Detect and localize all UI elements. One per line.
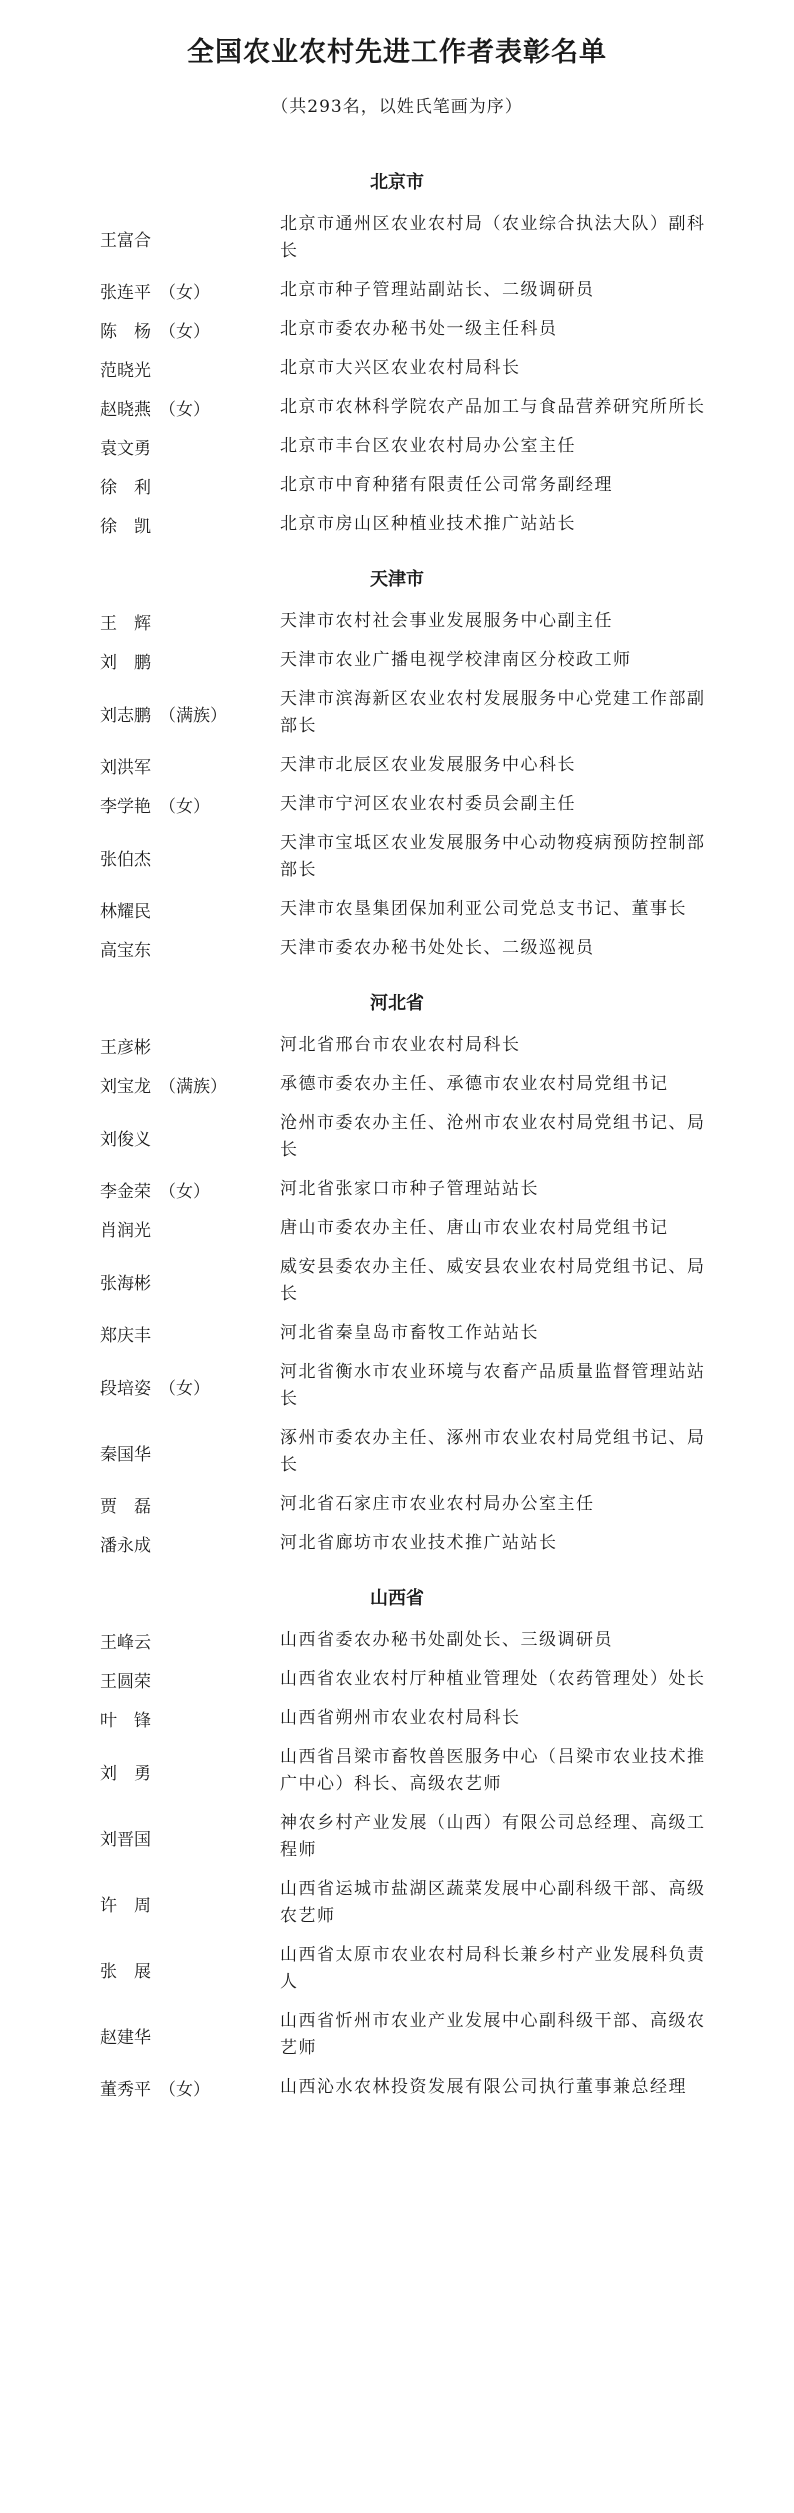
awardee-note: （女） <box>159 1182 210 1202</box>
awardee-list <box>0 166 794 2126</box>
awardee-note: （女） <box>159 400 210 420</box>
awardee-entry <box>0 747 794 784</box>
awardee-name: 袁文勇 <box>100 439 151 459</box>
awardee-name-cell <box>0 1440 280 1465</box>
awardee-entry <box>0 428 794 465</box>
awardee-position: 涿州市委农办主任、涿州市农业农村局党组书记、局长 <box>280 1428 706 1475</box>
awardee-name: 刘洪军 <box>100 758 151 778</box>
awardee-name-cell <box>0 1216 280 1241</box>
awardee-note: （女） <box>159 2080 210 2100</box>
awardee-name: 陈 杨 <box>100 322 151 342</box>
awardee-position: 神农乡村产业发展（山西）有限公司总经理、高级工程师 <box>280 1813 706 1860</box>
awardee-name: 王彦彬 <box>100 1038 151 1058</box>
awardee-position: 河北省邢台市农业农村局科长 <box>280 1035 521 1055</box>
awardee-entry <box>0 1871 794 1935</box>
awardee-name-cell <box>0 1825 280 1850</box>
region-section <box>0 987 794 1562</box>
awardee-entry <box>0 1739 794 1803</box>
awardee-name-cell <box>0 2075 280 2100</box>
awardee-position: 天津市宝坻区农业发展服务中心动物疫病预防控制部部长 <box>280 833 706 880</box>
awardee-position: 天津市委农办秘书处处长、二级巡视员 <box>280 938 595 958</box>
awardee-name: 王富合 <box>100 230 151 251</box>
awardee-position: 唐山市委农办主任、唐山市农业农村局党组书记 <box>280 1218 669 1238</box>
awardee-name: 刘宝龙 <box>100 1077 151 1097</box>
awardee-position: 天津市农垦集团保加利亚公司党总支书记、董事长 <box>280 899 687 919</box>
region-section <box>0 1582 794 2106</box>
page-subtitle: （共293名，以姓氏笔画为序） <box>271 97 523 117</box>
awardee-entry <box>0 1105 794 1169</box>
awardee-name: 郑庆丰 <box>100 1326 151 1346</box>
awardee-name-cell <box>0 1706 280 1731</box>
awardee-position: 北京市丰台区农业农村局办公室主任 <box>280 436 576 456</box>
awardee-name: 刘晋国 <box>100 1829 151 1850</box>
awardee-name-cell <box>0 512 280 537</box>
awardee-name-cell <box>0 1759 280 1784</box>
awardee-name-cell <box>0 648 280 673</box>
awardee-note: （女） <box>159 1378 210 1399</box>
awardee-entry <box>0 1354 794 1418</box>
awardee-name-cell <box>0 1531 280 1556</box>
awardee-name: 叶 锋 <box>100 1711 151 1731</box>
awardee-name-cell <box>0 1177 280 1202</box>
awardee-name: 刘 鹏 <box>100 653 151 673</box>
awardee-position: 河北省秦皇岛市畜牧工作站站长 <box>280 1323 539 1343</box>
awardee-name: 范晓光 <box>100 361 151 381</box>
awardee-position: 河北省衡水市农业环境与农畜产品质量监督管理站站长 <box>280 1362 706 1409</box>
awardee-position: 山西省委农办秘书处副处长、三级调研员 <box>280 1630 613 1650</box>
awardee-position: 北京市农林科学院农产品加工与食品营养研究所所长 <box>280 397 706 417</box>
awardee-entry <box>0 1315 794 1352</box>
region-heading: 河北省 <box>370 993 424 1014</box>
awardee-name: 徐 利 <box>100 478 151 498</box>
awardee-entry <box>0 1486 794 1523</box>
awardee-name-cell <box>0 1125 280 1150</box>
awardee-entry <box>0 389 794 426</box>
awardee-name-cell <box>0 1957 280 1982</box>
awardee-entry <box>0 467 794 504</box>
region-heading: 北京市 <box>370 172 424 193</box>
awardee-note: （满族） <box>159 705 227 726</box>
awardee-name-cell <box>0 356 280 381</box>
awardee-name-cell <box>0 609 280 634</box>
awardee-entry <box>0 206 794 270</box>
awardee-position: 威安县委农办主任、威安县农业农村局党组书记、局长 <box>280 1257 706 1304</box>
awardee-name: 许 周 <box>100 1895 151 1916</box>
awardee-position: 山西省朔州市农业农村局科长 <box>280 1708 521 1728</box>
awardee-name-cell <box>0 317 280 342</box>
awardee-name-cell <box>0 701 280 726</box>
awardee-name-cell <box>0 434 280 459</box>
awardee-position: 北京市大兴区农业农村局科长 <box>280 358 521 378</box>
awardee-name-cell <box>0 1492 280 1517</box>
awardee-position: 承德市委农办主任、承德市农业农村局党组书记 <box>280 1074 669 1094</box>
awardee-name-cell <box>0 1667 280 1692</box>
awardee-entry <box>0 2069 794 2106</box>
awardee-entry <box>0 603 794 640</box>
awardee-entry <box>0 311 794 348</box>
awardee-name: 段培姿 <box>100 1378 151 1399</box>
awardee-name-cell <box>0 2023 280 2048</box>
awardee-name-cell <box>0 792 280 817</box>
awardee-entry <box>0 2003 794 2067</box>
awardee-name: 肖润光 <box>100 1221 151 1241</box>
awardee-entry <box>0 681 794 745</box>
awardee-name: 董秀平 <box>100 2080 151 2100</box>
awardee-name-cell <box>0 1891 280 1916</box>
awardee-entry <box>0 786 794 823</box>
awardee-name-cell <box>0 1269 280 1294</box>
awardee-name: 王峰云 <box>100 1633 151 1653</box>
awardee-position: 河北省廊坊市农业技术推广站站长 <box>280 1533 558 1553</box>
awardee-name-cell <box>0 1321 280 1346</box>
awardee-position: 山西省农业农村厅种植业管理处（农药管理处）处长 <box>280 1669 706 1689</box>
awardee-entry <box>0 506 794 543</box>
awardee-name-cell <box>0 226 280 251</box>
awardee-name: 王 辉 <box>100 614 151 634</box>
awardee-name-cell <box>0 897 280 922</box>
awardee-entry <box>0 1066 794 1103</box>
awardee-position: 河北省石家庄市农业农村局办公室主任 <box>280 1494 595 1514</box>
awardee-name-cell <box>0 936 280 961</box>
awardee-name: 林耀民 <box>100 902 151 922</box>
awardee-entry <box>0 891 794 928</box>
awardee-name-cell <box>0 473 280 498</box>
awardee-name-cell <box>0 278 280 303</box>
awardee-name-cell <box>0 1628 280 1653</box>
awardee-name: 秦国华 <box>100 1444 151 1465</box>
awardee-entry <box>0 1661 794 1698</box>
awardee-entry <box>0 1171 794 1208</box>
awardee-entry <box>0 1249 794 1313</box>
awardee-name-cell <box>0 753 280 778</box>
awardee-entry <box>0 1210 794 1247</box>
awardee-name: 赵晓燕 <box>100 400 151 420</box>
awardee-entry <box>0 350 794 387</box>
awardee-entry <box>0 1700 794 1737</box>
awardee-name: 李学艳 <box>100 797 151 817</box>
awardee-position: 天津市农村社会事业发展服务中心副主任 <box>280 611 613 631</box>
awardee-position: 天津市农业广播电视学校津南区分校政工师 <box>280 650 632 670</box>
awardee-position: 北京市通州区农业农村局（农业综合执法大队）副科长 <box>280 214 706 261</box>
awardee-position: 山西省太原市农业农村局科长兼乡村产业发展科负责人 <box>280 1945 706 1992</box>
awardee-name: 刘志鹏 <box>100 705 151 726</box>
awardee-name: 潘永成 <box>100 1536 151 1556</box>
awardee-name: 徐 凯 <box>100 517 151 537</box>
awardee-name: 刘 勇 <box>100 1763 151 1784</box>
awardee-note: （女） <box>159 797 210 817</box>
awardee-entry <box>0 825 794 889</box>
awardee-name: 李金荣 <box>100 1182 151 1202</box>
awardee-name-cell <box>0 1072 280 1097</box>
awardee-name: 张 展 <box>100 1961 151 1982</box>
awardee-position: 天津市宁河区农业农村委员会副主任 <box>280 794 576 814</box>
awardee-name: 张海彬 <box>100 1273 151 1294</box>
region-section <box>0 563 794 967</box>
awardee-position: 北京市委农办秘书处一级主任科员 <box>280 319 558 339</box>
awardee-entry <box>0 930 794 967</box>
awardee-position: 山西省运城市盐湖区蔬菜发展中心副科级干部、高级农艺师 <box>280 1879 706 1926</box>
awardee-name: 赵建华 <box>100 2027 151 2048</box>
awardee-entry <box>0 1622 794 1659</box>
awardee-position: 天津市滨海新区农业农村发展服务中心党建工作部副部长 <box>280 689 706 736</box>
awardee-name-cell <box>0 845 280 870</box>
awardee-position: 山西省吕梁市畜牧兽医服务中心（吕梁市农业技术推广中心）科长、高级农艺师 <box>280 1747 706 1794</box>
awardee-position: 北京市种子管理站副站长、二级调研员 <box>280 280 595 300</box>
awardee-entry <box>0 1420 794 1484</box>
awardee-name: 贾 磊 <box>100 1497 151 1517</box>
awardee-position: 沧州市委农办主任、沧州市农业农村局党组书记、局长 <box>280 1113 706 1160</box>
awardee-entry <box>0 1805 794 1869</box>
awardee-note: （女） <box>159 283 210 303</box>
awardee-name: 张连平 <box>100 283 151 303</box>
awardee-position: 山西沁水农林投资发展有限公司执行董事兼总经理 <box>280 2077 687 2097</box>
awardee-entry <box>0 272 794 309</box>
region-section <box>0 166 794 543</box>
page-title: 全国农业农村先进工作者表彰名单 <box>187 37 607 68</box>
awardee-name-cell <box>0 395 280 420</box>
awardee-entry <box>0 1027 794 1064</box>
region-heading: 山西省 <box>370 1588 424 1609</box>
awardee-entry <box>0 1937 794 2001</box>
awardee-entry <box>0 642 794 679</box>
awardee-position: 河北省张家口市种子管理站站长 <box>280 1179 539 1199</box>
awardee-note: （满族） <box>159 1077 227 1097</box>
region-heading: 天津市 <box>370 569 424 590</box>
awardee-name-cell <box>0 1033 280 1058</box>
awardee-position: 山西省忻州市农业产业发展中心副科级干部、高级农艺师 <box>280 2011 706 2058</box>
awardee-name: 刘俊义 <box>100 1129 151 1150</box>
awardee-name: 王圆荣 <box>100 1672 151 1692</box>
awardee-name: 张伯杰 <box>100 849 151 870</box>
awardee-position: 天津市北辰区农业发展服务中心科长 <box>280 755 576 775</box>
awardee-position: 北京市中育种猪有限责任公司常务副经理 <box>280 475 613 495</box>
awardee-name: 高宝东 <box>100 941 151 961</box>
awardee-name-cell <box>0 1374 280 1399</box>
awardee-entry <box>0 1525 794 1562</box>
awardee-position: 北京市房山区种植业技术推广站站长 <box>280 514 576 534</box>
awardee-note: （女） <box>159 322 210 342</box>
